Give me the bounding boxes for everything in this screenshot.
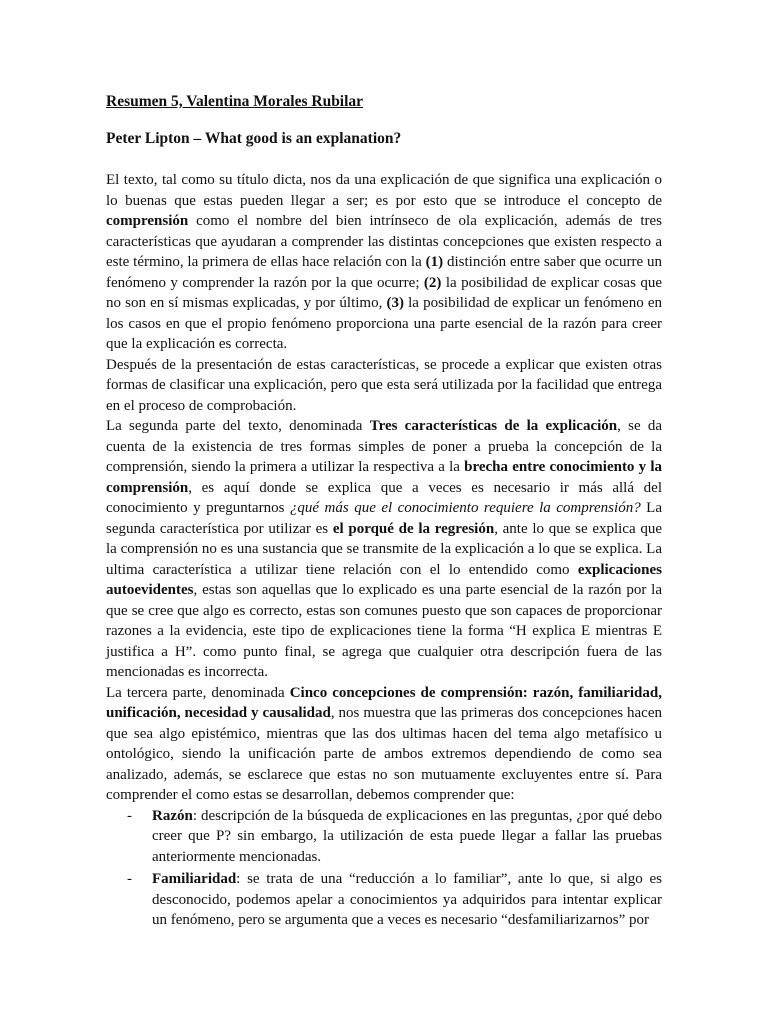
bold-text: explicaciones autoevidentes <box>106 561 662 598</box>
concept-list <box>106 806 662 931</box>
bold-text: Familiaridad <box>152 871 237 887</box>
list-item <box>127 869 662 931</box>
text-segment: : descripción de la búsqueda de explicaciones en las preguntas, ¿por qué debo creer que P? sin embargo, la utilización de esta puede llegar a fallar las pruebas anteriormente mencionadas. <box>152 807 662 865</box>
italic-text: ¿qué más que el conocimiento requiere la comprensión? <box>289 500 641 516</box>
bullet-marker: - <box>127 807 132 824</box>
paragraph <box>106 683 662 806</box>
text-segment: Después de la presentación de estas características, se procede a explicar que existen otras formas de clasificar una explicación, pero que esta será utilizada por la facilidad que entrega en el proceso de comprobación. <box>106 356 662 414</box>
bold-text: Razón <box>152 807 193 824</box>
bold-text: el porqué de la regresión <box>332 520 495 537</box>
bold-text: (1) <box>425 254 444 270</box>
text-segment: , se da cuenta de la existencia de tres formas simples de poner a prueba la concepción de la comprensión, siendo la primera a utilizar la respectiva a la <box>106 418 662 475</box>
text-segment: El texto, tal como su título dicta, nos da una explicación de que significa una explicación o lo buenas que estas pueden llegar a ser; es por esto que se introduce el concepto de <box>106 172 662 209</box>
document-subtitle: Peter Lipton – What good is an explanation? <box>106 130 402 147</box>
text-segment: distinción entre saber que ocurre un fenómeno y comprender la razón por la que ocurre; <box>106 254 662 291</box>
bold-text: Cinco concepciones de comprensión: razón, familiaridad, unificación, necesidad y causalidad <box>106 684 662 721</box>
paragraph <box>106 416 662 683</box>
bold-text: (3) <box>386 295 404 311</box>
paragraph <box>106 355 662 417</box>
document-title: Resumen 5, Valentina Morales Rubilar <box>106 93 364 110</box>
bold-text: brecha entre conocimiento y la comprensión <box>106 459 663 496</box>
text-segment: la posibilidad de explicar cosas que no son en sí mismas explicadas, y por último, <box>106 274 662 311</box>
text-segment: : se trata de una “reducción a lo familiar”, ante lo que, si algo es desconocido, podemos apelar a conocimientos ya adquiridos para intentar explicar un fenómeno, pero se argumenta que a veces es necesario “desfamiliarizarnos” por <box>152 871 662 928</box>
text-segment: La tercera parte, denominada <box>106 684 290 701</box>
bold-text: comprensión <box>106 213 189 229</box>
paragraph <box>106 170 662 355</box>
text-segment: , nos muestra que las primeras dos concepciones hacen que sea algo epistémico, mientras que las dos ultimas hacen del tema algo metafísico u ontológico, siendo la unificación parte de ambos extremos dependiendo de como sea analizado, además, se esclarece que estas no son mutuamente excluyentes entre sí. Para comprender el como estas se desarrollan, debemos comprender que: <box>106 705 662 803</box>
text-segment: la posibilidad de explicar un fenómeno en los casos en que el propio fenómeno proporciona una parte esencial de la razón para creer que la explicación es correcta. <box>106 295 662 352</box>
text-segment: La segunda característica por utilizar es <box>106 500 663 537</box>
text-segment: , es aquí donde se explica que a veces es necesario ir más allá del conocimiento y preguntarnos <box>106 479 662 516</box>
text-segment: La segunda parte del texto, denominada <box>106 418 370 434</box>
bullet-marker: - <box>127 871 132 887</box>
text-segment: , estas son aquellas que lo explicado es una parte esencial de la razón por la que se cree que algo es correcto, estas son comunes puesto que son capaces de proporcionar razones a la evidencia, este tipo de explicaciones tiene la forma “H explica E mientras E justifica a H”. como punto final, se agrega que cualquier otra descripción fuera de las mencionadas es incorrecta. <box>106 582 662 680</box>
text-segment: como el nombre del bien intrínseco de ola explicación, además de tres características que ayudaran a comprender las distintas concepciones que existen respecto a este término, la primera de ellas hace relación con la <box>106 213 662 270</box>
bold-text: (2) <box>423 274 442 291</box>
text-segment: , ante lo que se explica que la comprensión no es una sustancia que se transmite de la explicación a lo que se explica. La ultima característica a utilizar tiene relación con el lo entendido como <box>106 520 663 578</box>
bold-text: Tres características de la explicación <box>369 418 618 434</box>
list-item <box>127 806 662 868</box>
document-body <box>106 170 662 931</box>
